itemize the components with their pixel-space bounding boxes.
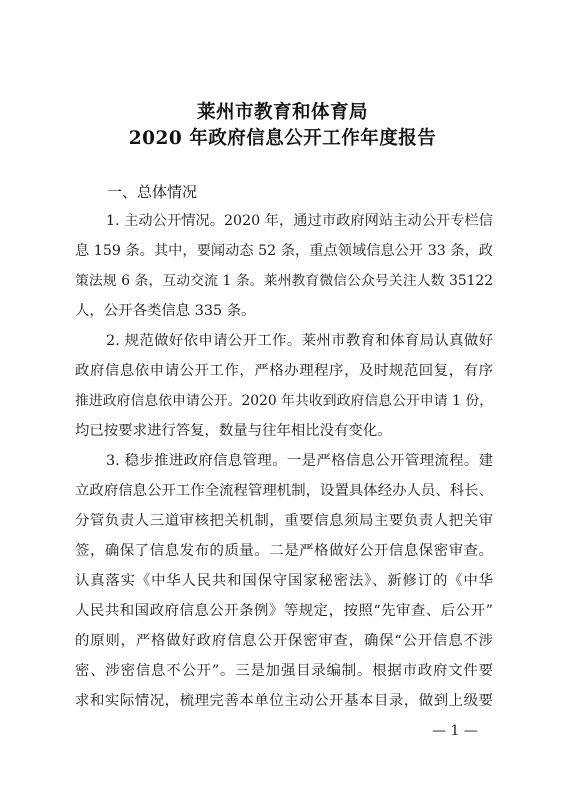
paragraph-line: 政府信息依申请公开工作，严格办理程序，及时规范回复，有序 — [75, 363, 493, 379]
paragraph-line: 均已按要求进行答复，数量与往年相比没有变化。 — [75, 423, 392, 439]
paragraph-line: 认真落实《中华人民共和国保守国家秘密法》、新修订的《中华 — [75, 573, 493, 589]
paragraph-line: 立政府信息公开工作全流程管理机制，设置具体经办人员、科长、 — [75, 483, 493, 499]
paragraph-line: 密、涉密信息不公开”。三是加强目录编制。根据市政府文件要 — [75, 663, 493, 679]
paragraph-line: 推进政府信息依申请公开。2020 年共收到政府信息公开申请 1 份， — [75, 393, 493, 409]
paragraph-line: 分管负责人三道审核把关机制，重要信息须局主要负责人把关审 — [75, 513, 493, 529]
paragraph-line: 策法规 6 条，互动交流 1 条。莱州教育微信公众号关注人数 35122 — [75, 273, 493, 289]
document-title-line2: 2020 年政府信息公开工作年度报告 — [128, 128, 437, 149]
section-heading: 一、总体情况 — [107, 183, 198, 201]
paragraph-line: 人民共和国政府信息公开条例》等规定，按照“先审查、后公开” — [75, 603, 493, 619]
paragraph-line: 息 159 条。其中，要闻动态 52 条，重点领域信息公开 33 条，政 — [75, 243, 493, 259]
paragraph-line: 求和实际情况，梳理完善本单位主动公开基本目录，做到上级要 — [75, 693, 493, 709]
paragraph-line: 的原则，严格做好政府信息公开保密审查，确保“公开信息不涉 — [75, 633, 493, 649]
paragraph-line: 签，确保了信息发布的质量。二是严格做好公开信息保密审查。 — [75, 543, 493, 559]
paragraph-line: 1. 主动公开情况。2020 年，通过市政府网站主动公开专栏信 — [106, 213, 493, 229]
page-number: — 1 — — [432, 723, 478, 739]
paragraph-line: 人，公开各类信息 335 条。 — [75, 303, 256, 319]
document-title-line1: 莱州市教育和体育局 — [196, 102, 368, 123]
paragraph-line: 3. 稳步推进政府信息管理。一是严格信息公开管理流程。建 — [106, 453, 493, 469]
paragraph-line: 2. 规范做好依申请公开工作。莱州市教育和体育局认真做好 — [106, 333, 493, 349]
